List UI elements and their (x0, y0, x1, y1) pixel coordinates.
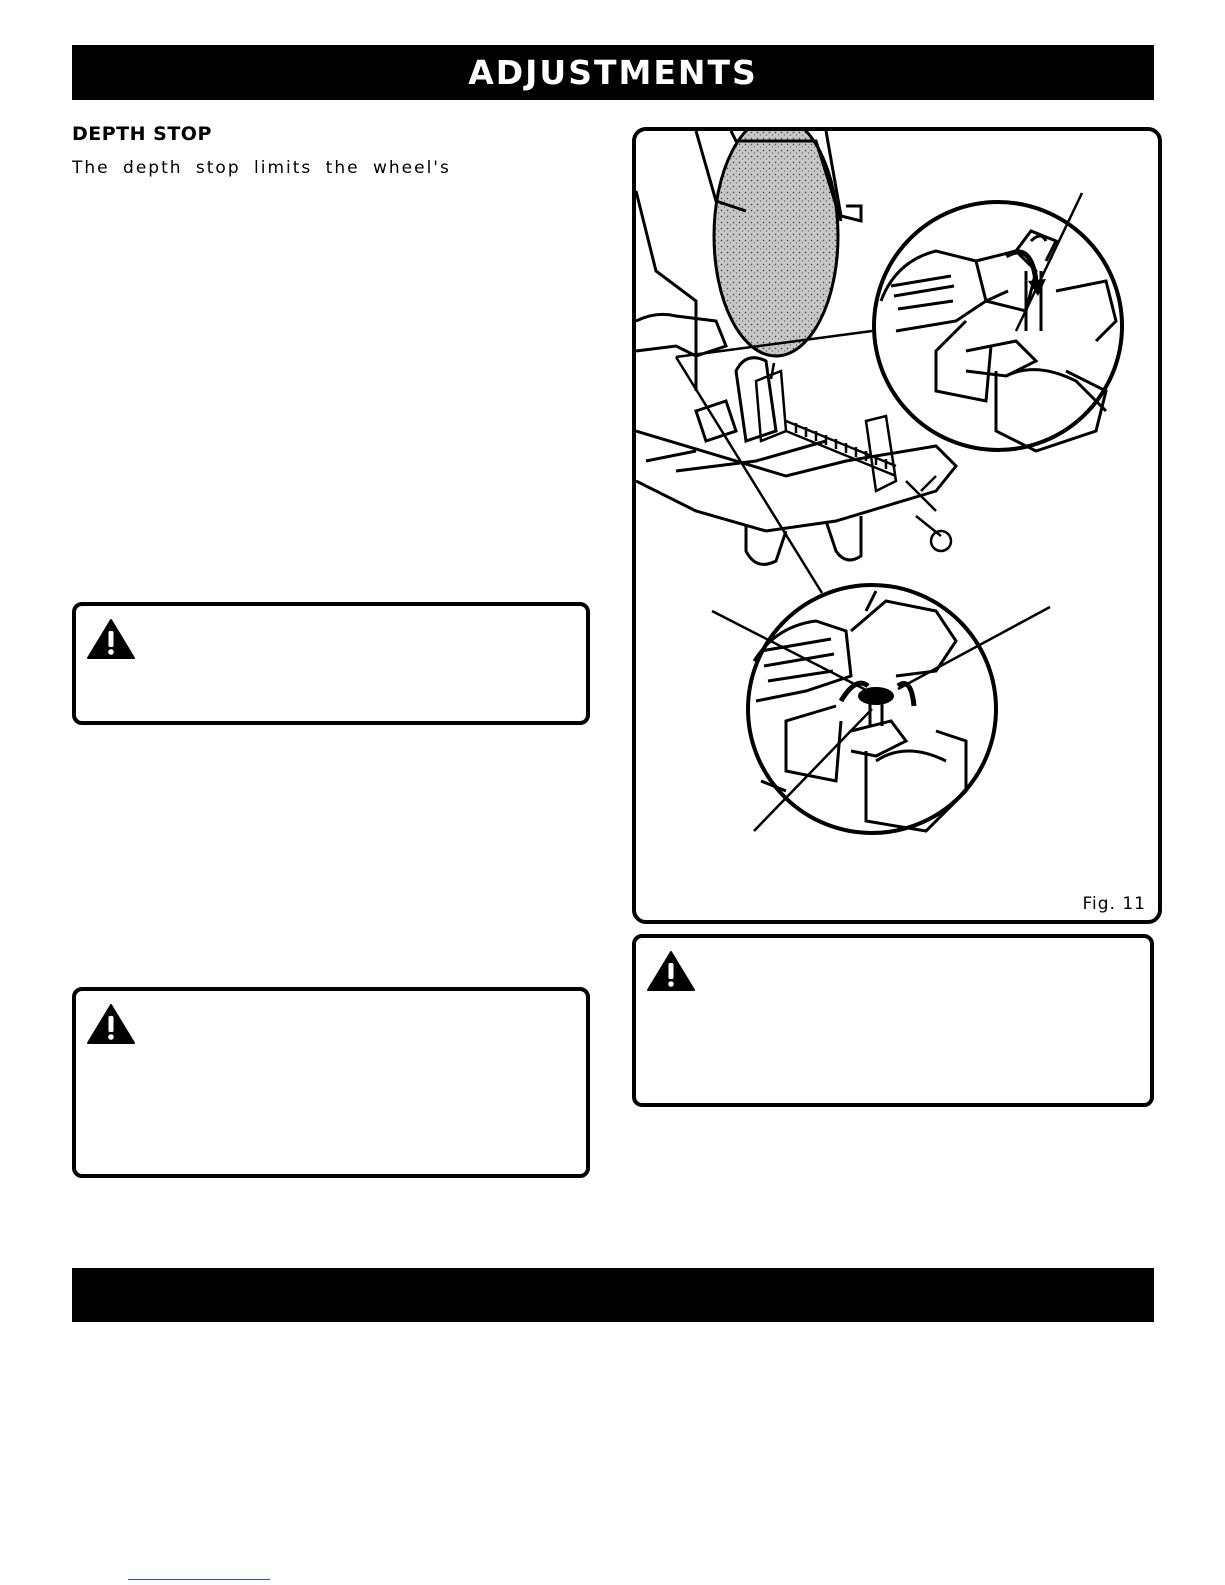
warning-triangle-icon (86, 618, 136, 660)
detail-view-upper (874, 193, 1122, 451)
warning-triangle-icon (646, 950, 696, 992)
section-title: ADJUSTMENTS (468, 53, 758, 92)
depth-stop-heading: DEPTH STOP (72, 123, 212, 145)
warning-box-1 (72, 602, 590, 725)
footer-link-underline (128, 1579, 270, 1580)
figure-11-frame (632, 127, 1162, 924)
warning-triangle-icon (86, 1003, 136, 1045)
depth-stop-intro-text: The depth stop limits the wheel's (72, 158, 451, 178)
detail-view-lower (712, 585, 1050, 833)
warning-box-2 (72, 987, 590, 1178)
saw-illustration (636, 131, 1158, 920)
abrasive-wheel (714, 131, 841, 356)
section-header-bar (72, 45, 1154, 100)
section-footer-bar (72, 1268, 1154, 1322)
figure-caption: Fig. 11 (1082, 894, 1146, 914)
warning-box-3 (632, 934, 1154, 1107)
